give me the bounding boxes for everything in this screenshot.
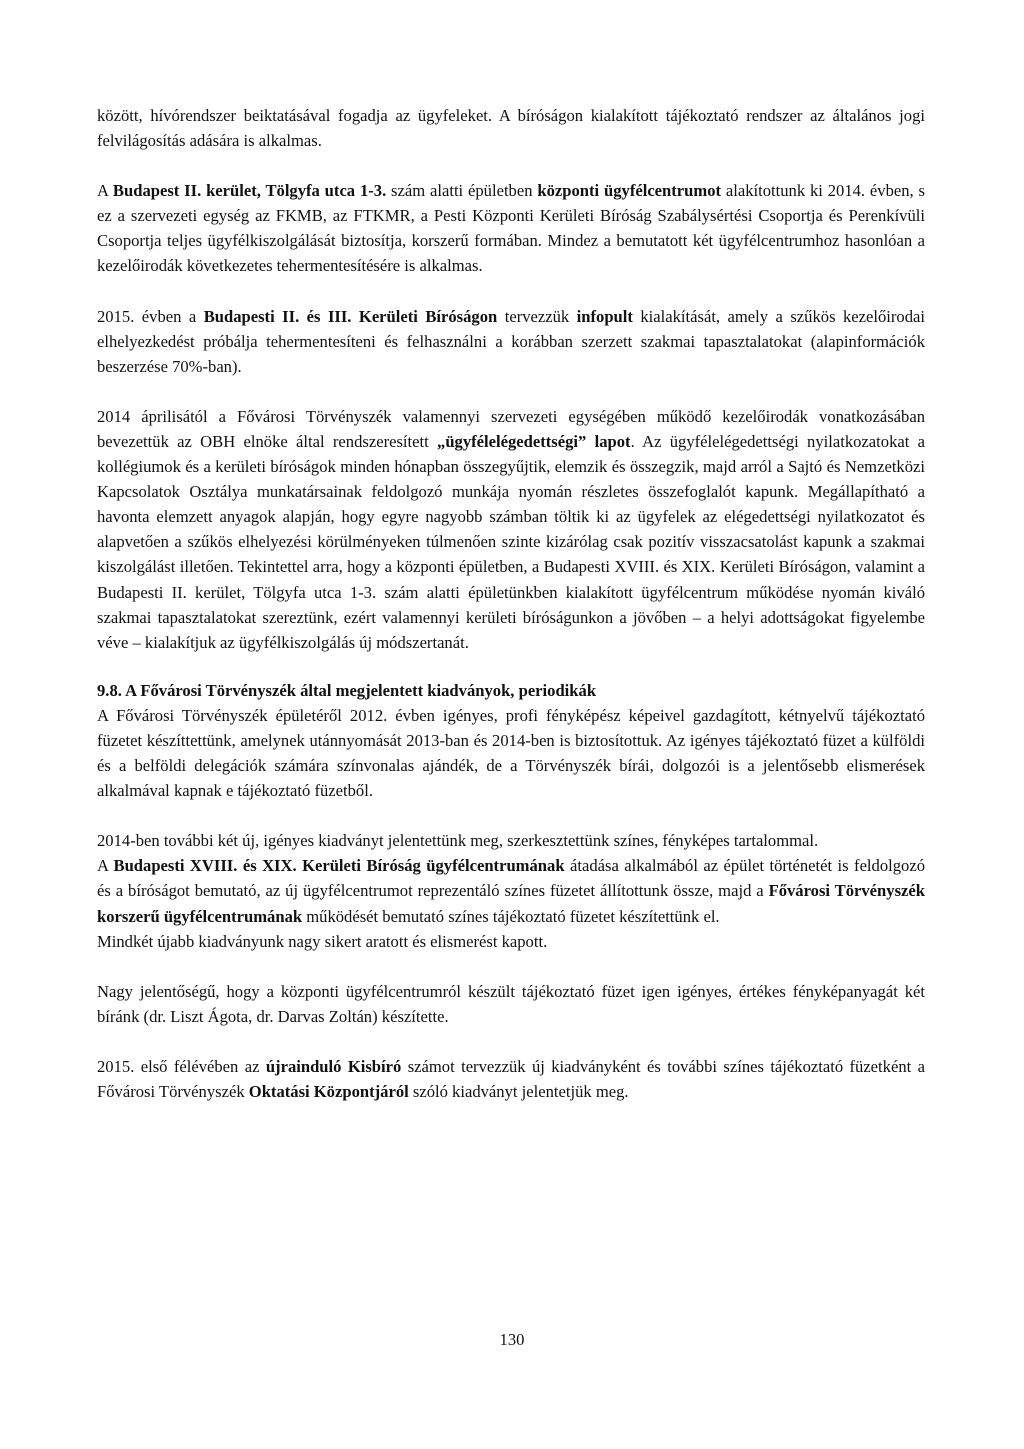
bold-text: Fővárosi Törvényszék korszerű ügyfélcentrumának — [97, 881, 925, 926]
text-run: alakítottunk ki 2014. évben, s ez a szervezeti egység az FKMB, az FTKMR, a Pesti Központi Kerületi Bíróság Szabálysértési Csoportja és Perenkívüli Csoportja teljes ügyfélkiszolgálását biztosítja, korszerű formában. Mindez a bemutatott két ügyfélcentrumhoz hasonlóan a kezelőirodák következetes tehermentesítésére is alkalmas. — [97, 181, 925, 276]
text-run: A — [97, 181, 113, 201]
document-page — [97, 103, 925, 1104]
text-run: között, hívórendszer beiktatásával fogadja az ügyfeleket. A bíróságon kialakított tájékoztató rendszer az általános jogi felvilágosítás adására is alkalmas. — [97, 106, 925, 151]
body-block-lower — [97, 703, 925, 1104]
paragraph-ket-uj-kiadvany — [97, 828, 925, 853]
paragraph-siker — [97, 929, 925, 954]
bold-text: Budapesti II. és III. Kerületi Bíróságon — [203, 306, 498, 326]
paragraph-hivorendszer — [97, 103, 925, 153]
text-run: Mindkét újabb kiadványunk nagy sikert aratott és elismerést kapott. — [97, 931, 548, 951]
bold-text: Budapest II. kerület, Tölgyfa utca 1-3. — [112, 181, 387, 201]
text-run: átadása alkalmából az épület történetét is feldolgozó és a bíróságot bemutató, az új ügyfélcentrumot reprezentáló színes füzetet állítottunk össze, majd a — [97, 856, 926, 901]
text-run: kialakítását, amely a szűkös kezelőirodai elhelyezkedést próbálja tehermentesíteni és felhasználni a korábban szerzett szakmai tapasztalatokat (alapinformációk beszerzése 70%-ban). — [97, 306, 925, 376]
body-block-upper — [97, 103, 925, 655]
paragraph-budapest-ii-ugyfelcentrum — [97, 178, 925, 278]
text-run: Nagy jelentőségű, hogy a központi ügyfélcentrumról készült tájékoztató füzet igen igényes, értékes fényképanyagát két bíránk (dr. Liszt Ágota, dr. Darvas Zoltán) készítette. — [97, 981, 925, 1026]
bold-text: központi ügyfélcentrumot — [537, 181, 722, 201]
text-run: 2015. első félévében az — [97, 1056, 266, 1076]
text-run: szóló kiadványt jelentetjük meg. — [408, 1082, 629, 1101]
page-number: 130 — [499, 1330, 525, 1349]
text-run: számot tervezzük új kiadványként és további színes tájékoztató füzetként a Fővárosi Törvényszék — [97, 1056, 925, 1101]
text-run: 2014-ben további két új, igényes kiadványt jelentettünk meg, szerkesztettünk színes, fényképes tartalommal. — [97, 831, 819, 851]
paragraph-ugyfelelegedettseg — [97, 404, 925, 655]
text-run: A — [97, 856, 114, 876]
paragraph-fenykepanyag — [97, 979, 925, 1029]
bold-text: Oktatási Központjáról — [248, 1082, 409, 1101]
bold-text: infopult — [576, 306, 633, 326]
text-run: 2014 áprilisától a Fővárosi Törvényszék valamennyi szervezeti egységében működő kezelőirodák vonatkozásában bevezettük az OBH elnöke által rendszeresített — [97, 406, 925, 451]
bold-text: újrainduló Kisbíró — [265, 1056, 402, 1076]
text-run: . Az ügyfélelégedettségi nyilatkozatokat a kollégiumok és a kerületi bíróságok minden hónapban összegyűjtik, elemzik és összegzik, majd arról a Sajtó és Nemzetközi Kapcsolatok Osztálya munkatársainak feldolgozó munkája nyomán részletes összefoglalót kapunk. Megállapítható a havonta elemzett anyagok alapján, hogy egyre nagyobb számban töltik ki az ügyfelek az elégedettségi nyilatkozatot és alapvetően a szűkös elhelyezési körülményeken túlmenően szinte kizárólag csak pozitív visszacsatolást kapunk a szakmai kiszolgálást illetően. Tekintettel arra, hogy a központi épületben, a Budapesti XVIII. és XIX. Kerületi Bíróságon, valamint a Budapesti II. kerület, Tölgyfa utca 1-3. szám alatti épületünkben kialakított ügyfélcentrum működése nyomán kiváló szakmai tapasztalatokat szereztünk, ezért valamennyi kerületi bíróságunkon a jövőben – a helyi adottságokat figyelembe véve – kialakítjuk az ügyfélkiszolgálás új módszertanát. — [97, 431, 925, 652]
bold-text: „ügyfélelégedettségi” lapot — [437, 431, 631, 451]
paragraph-tajekoztato-fuzet — [97, 703, 925, 803]
section-heading: 9.8. A Fővárosi Törvényszék által megjelentett kiadványok, periodikák — [97, 680, 597, 700]
paragraph-xviii-xix-atadas — [97, 853, 925, 928]
text-run: tervezzük — [497, 306, 577, 326]
text-run: 2015. évben a — [97, 306, 204, 326]
text-run: szám alatti épületben — [386, 181, 538, 201]
paragraph-kisbiro — [97, 1054, 925, 1104]
text-run: működését bemutató színes tájékoztató füzetet készítettünk el. — [302, 906, 720, 926]
paragraph-infopult — [97, 304, 925, 379]
bold-text: Budapesti XVIII. és XIX. Kerületi Bíróság ügyfélcentrumának — [113, 856, 565, 876]
text-run: A Fővárosi Törvényszék épületéről 2012. évben igényes, profi fényképész képeivel gazdagított, kétnyelvű tájékoztató füzetet készíttettünk, amelynek utánnyomását 2013-ban és 2014-ben is biztosítottuk. Az igényes tájékoztató füzet a külföldi és a belföldi delegációk számára színvonalas ajándék, de a Törvényszék bírái, dolgozói is a jelentősebb elismerések alkalmával kapnak e tájékoztató füzetből. — [97, 705, 925, 801]
